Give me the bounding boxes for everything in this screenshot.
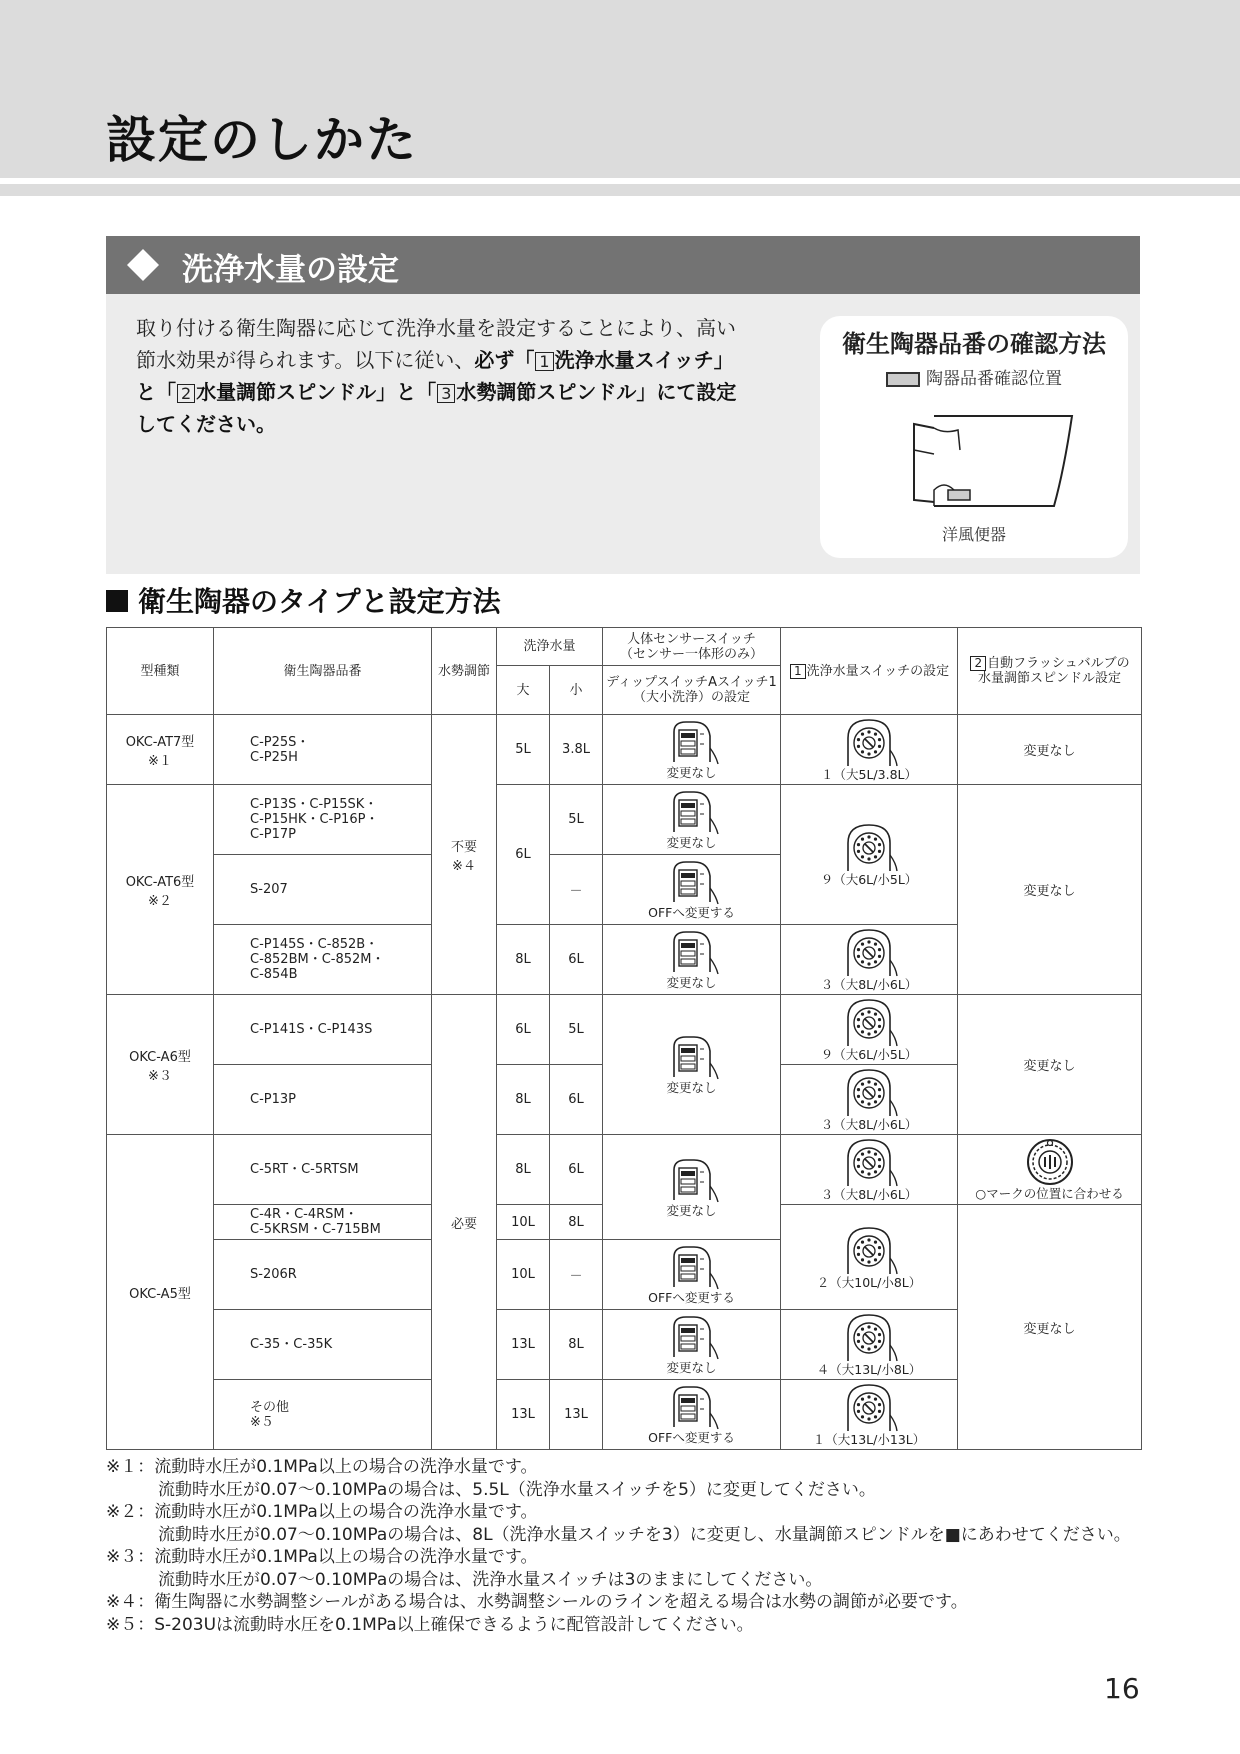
header-flush-volume: 洗浄水量 xyxy=(497,628,603,666)
header-valve-line2: 水量調節スピンドル設定 xyxy=(978,671,1122,686)
header-switch xyxy=(781,628,958,715)
dip-switch-icon xyxy=(664,1156,720,1204)
product-cell: C-P141S・C-P143S xyxy=(214,995,432,1065)
large-volume: 6L xyxy=(497,995,550,1065)
legend-marker-icon xyxy=(886,372,920,387)
toilet-illustration-icon xyxy=(904,410,1074,510)
model-note: ※１ xyxy=(148,753,172,769)
header-dip xyxy=(603,666,781,715)
product-line: ※５ xyxy=(250,1414,274,1430)
table-row xyxy=(107,995,1142,1065)
switch-cell xyxy=(781,1065,958,1135)
intro-line-3-c: 水勢調節スピンドル」にて設定 xyxy=(456,380,737,404)
valve-cell: 変更なし xyxy=(958,1205,1142,1450)
large-volume: 13L xyxy=(497,1380,550,1450)
pressure-cell: 必要 xyxy=(432,995,497,1450)
intro-text xyxy=(136,312,776,440)
dip-switch-icon xyxy=(664,858,720,906)
rotary-switch-icon xyxy=(840,1224,898,1276)
dip-caption: 変更なし xyxy=(666,975,717,990)
large-volume: 8L xyxy=(497,1065,550,1135)
switch-caption: ３（大8L/小6L） xyxy=(820,1187,918,1202)
intro-line-3-b: 水量調節スピンドル」と「 xyxy=(196,380,437,404)
product-cell xyxy=(214,715,432,785)
small-volume: － xyxy=(550,1240,603,1310)
product-line: その他 xyxy=(250,1399,290,1415)
header-sensor xyxy=(603,628,781,666)
product-line: C-852BM・C-852M・ xyxy=(250,952,385,967)
check-legend xyxy=(886,364,1062,389)
note-2: ※２：流動時水圧が0.1MPa以上の場合の洗浄水量です。 xyxy=(106,1502,538,1522)
dip-cell xyxy=(603,785,781,855)
number-box-1: 1 xyxy=(535,352,553,371)
valve-caption: ○マークの位置に合わせる xyxy=(975,1186,1124,1201)
header-switch-label: 洗浄水量スイッチの設定 xyxy=(806,663,950,679)
dip-caption: 変更なし xyxy=(666,1202,717,1218)
diamond-icon xyxy=(126,248,160,282)
note-4: ※４：衛生陶器に水勢調整シールがある場合は、水勢調整シールのラインを超える場合は水勢の調節が必要です。 xyxy=(106,1592,968,1612)
model-note: ※３ xyxy=(148,1068,172,1084)
dip-cell xyxy=(603,715,781,785)
toilet-label: 洋風便器 xyxy=(941,525,1006,544)
square-bullet-icon xyxy=(106,590,128,612)
rotary-switch-icon xyxy=(840,1311,898,1363)
product-cell: C-5RT・C-5RTSM xyxy=(214,1135,432,1205)
number-box-3: 3 xyxy=(437,384,455,403)
dip-cell xyxy=(603,1240,781,1310)
large-volume: 8L xyxy=(497,1135,550,1205)
dip-caption: 変更なし xyxy=(666,1360,717,1375)
notes xyxy=(106,1456,1166,1636)
dip-caption: 変更なし xyxy=(666,1080,717,1095)
product-line: C-4R・C-4RSM・ xyxy=(250,1207,358,1222)
switch-caption: ２（大10L/小8L） xyxy=(816,1274,922,1290)
check-method-box xyxy=(820,316,1128,558)
pressure-text: 不要 xyxy=(450,839,477,855)
product-line: C-P25S・ xyxy=(250,734,310,750)
intro-line-3 xyxy=(136,376,776,408)
product-cell: C-P13P xyxy=(214,1065,432,1135)
note-3-detail: 流動時水圧が0.07～0.10MPaの場合は、洗浄水量スイッチは3のままにしてください。 xyxy=(158,1569,823,1590)
dip-cell xyxy=(603,1380,781,1450)
rotary-switch-icon xyxy=(840,996,898,1048)
model-name: OKC-A6型 xyxy=(129,1049,191,1065)
note-5: ※５：S-203Uは流動時水圧を0.1MPa以上確保できるように配管設計してください。 xyxy=(106,1614,754,1635)
product-cell xyxy=(214,1380,432,1450)
product-line: C-854B xyxy=(250,967,298,982)
dip-switch-icon xyxy=(664,788,720,836)
pressure-note: ※４ xyxy=(452,858,476,874)
product-cell: S-207 xyxy=(214,855,432,925)
header-switch-num: 1 xyxy=(790,664,806,679)
section-title: 洗浄水量の設定 xyxy=(182,252,399,288)
spindle-icon xyxy=(1025,1137,1075,1187)
product-line: C-P145S・C-852B・ xyxy=(250,937,379,952)
valve-cell: 変更なし xyxy=(958,995,1142,1135)
header-valve-num: 2 xyxy=(970,656,986,671)
header-large: 大 xyxy=(497,666,550,715)
small-volume: 5L xyxy=(550,785,603,855)
switch-cell xyxy=(781,925,958,995)
small-volume: 5L xyxy=(550,995,603,1065)
model-cell: OKC-A5型 xyxy=(107,1135,214,1450)
note-3: ※３：流動時水圧が0.1MPa以上の場合の洗浄水量です。 xyxy=(106,1547,538,1567)
switch-cell xyxy=(781,715,958,785)
large-volume: 5L xyxy=(497,715,550,785)
switch-caption: ９（大6L/小5L） xyxy=(820,1047,918,1062)
product-cell xyxy=(214,1205,432,1240)
switch-caption: ３（大8L/小6L） xyxy=(820,977,918,992)
model-name: OKC-AT6型 xyxy=(125,874,195,890)
dip-cell xyxy=(603,1310,781,1380)
small-volume: － xyxy=(550,855,603,925)
header-small: 小 xyxy=(550,666,603,715)
dip-switch-icon xyxy=(664,1313,720,1361)
intro-line-1: 取り付ける衛生陶器に応じて洗浄水量を設定することにより、高い xyxy=(136,316,736,340)
rotary-switch-icon xyxy=(840,926,898,978)
valve-cell: 変更なし xyxy=(958,715,1142,785)
header-valve-line1-text: 自動フラッシュバルブの xyxy=(987,656,1130,671)
large-volume: 13L xyxy=(497,1310,550,1380)
switch-caption: １（大5L/3.8L） xyxy=(821,767,917,782)
product-line: C-P15HK・C-P16P・ xyxy=(250,812,379,827)
model-name: OKC-AT7型 xyxy=(125,734,195,750)
header-sensor-line2: （センサー一体形のみ） xyxy=(620,646,764,662)
dip-cell xyxy=(603,855,781,925)
header-model: 型種類 xyxy=(107,628,214,715)
dip-caption: OFFへ変更する xyxy=(648,1290,735,1305)
table-title xyxy=(106,580,501,620)
model-note: ※２ xyxy=(148,893,172,909)
model-cell xyxy=(107,995,214,1135)
large-volume: 8L xyxy=(497,925,550,995)
header-sensor-line1: 人体センサースイッチ xyxy=(627,631,756,647)
header-valve-line1 xyxy=(958,656,1141,671)
product-cell xyxy=(214,925,432,995)
table-title-text: 衛生陶器のタイプと設定方法 xyxy=(138,585,501,618)
switch-cell xyxy=(781,785,958,925)
dip-cell xyxy=(603,1135,781,1240)
small-volume: 8L xyxy=(550,1310,603,1380)
large-volume: 10L xyxy=(497,1205,550,1240)
switch-cell xyxy=(781,1205,958,1310)
table-row xyxy=(107,715,1142,785)
dip-caption: OFFへ変更する xyxy=(648,905,735,920)
small-volume: 13L xyxy=(550,1380,603,1450)
table-row xyxy=(107,1135,1142,1205)
product-cell: C-35・C-35K xyxy=(214,1310,432,1380)
rotary-switch-icon xyxy=(840,716,898,768)
large-volume: 10L xyxy=(497,1240,550,1310)
valve-cell xyxy=(958,1135,1142,1205)
rotary-switch-icon xyxy=(840,1136,898,1188)
dip-switch-icon xyxy=(664,1243,720,1291)
switch-caption: １（大13L/小13L） xyxy=(812,1432,926,1447)
valve-cell: 変更なし xyxy=(958,785,1142,995)
product-line: C-P17P xyxy=(250,827,296,842)
dip-cell xyxy=(603,925,781,995)
number-box-2: 2 xyxy=(177,384,195,403)
page-number: 16 xyxy=(1104,1672,1140,1705)
intro-line-2-bold-b: 洗浄水量スイッチ」 xyxy=(554,348,734,372)
dip-cell xyxy=(603,995,781,1135)
check-method-title: 衛生陶器品番の確認方法 xyxy=(842,330,1106,358)
dip-caption: 変更なし xyxy=(666,835,717,850)
header-product: 衛生陶器品番 xyxy=(214,628,432,715)
header-valve xyxy=(958,628,1142,715)
product-cell xyxy=(214,785,432,855)
header-dip-line1: ディップスイッチAスイッチ1 xyxy=(606,675,777,690)
intro-line-3-a: と「 xyxy=(136,380,176,404)
switch-cell xyxy=(781,1380,958,1450)
header-dip-line2: （大小洗浄）の設定 xyxy=(633,690,751,705)
intro-line-2-bold-a: 必ず「 xyxy=(474,348,535,372)
intro-line-2-plain: 節水効果が得られます。以下に従い、 xyxy=(136,348,475,372)
small-volume: 6L xyxy=(550,925,603,995)
legend-text: 陶器品番確認位置 xyxy=(926,369,1062,389)
dip-switch-icon xyxy=(664,718,720,766)
dip-switch-icon xyxy=(664,1383,720,1431)
intro-line-4-text: してください。 xyxy=(136,412,276,436)
switch-cell xyxy=(781,995,958,1065)
dip-caption: 変更なし xyxy=(666,765,717,780)
small-volume: 6L xyxy=(550,1065,603,1135)
small-volume: 6L xyxy=(550,1135,603,1205)
model-cell xyxy=(107,715,214,785)
product-line: C-P13S・C-P15SK・ xyxy=(250,797,378,812)
switch-caption: ９（大6L/小5L） xyxy=(820,872,918,887)
rotary-switch-icon xyxy=(840,821,898,873)
small-volume: 3.8L xyxy=(550,715,603,785)
note-1: ※１：流動時水圧が0.1MPa以上の場合の洗浄水量です。 xyxy=(106,1457,538,1477)
note-1-detail: 流動時水圧が0.07～0.10MPaの場合は、5.5L（洗浄水量スイッチを5）に変更してください。 xyxy=(158,1479,876,1500)
switch-caption: ４（大13L/小8L） xyxy=(816,1362,922,1377)
intro-line-2 xyxy=(136,344,776,376)
switch-cell xyxy=(781,1135,958,1205)
settings-table xyxy=(106,627,1142,1450)
header-pressure: 水勢調節 xyxy=(432,628,497,715)
pressure-cell xyxy=(432,715,497,995)
switch-cell xyxy=(781,1310,958,1380)
large-volume: 6L xyxy=(497,785,550,925)
note-2-detail: 流動時水圧が0.07～0.10MPaの場合は、8L（洗浄水量スイッチを3）に変更し、水量調節スピンドルを■にあわせてください。 xyxy=(158,1524,1131,1545)
table-row xyxy=(107,785,1142,855)
rotary-switch-icon xyxy=(840,1381,898,1433)
product-line: C-5KRSM・C-715BM xyxy=(250,1222,381,1237)
dip-switch-icon xyxy=(664,928,720,976)
product-cell: S-206R xyxy=(214,1240,432,1310)
model-cell xyxy=(107,785,214,995)
header-stripe xyxy=(0,184,1240,196)
dip-caption: OFFへ変更する xyxy=(648,1430,735,1445)
intro-line-4 xyxy=(136,408,776,440)
small-volume: 8L xyxy=(550,1205,603,1240)
dip-switch-icon xyxy=(664,1033,720,1081)
page-title: 設定のしかた xyxy=(106,111,418,169)
product-line: C-P25H xyxy=(250,749,298,765)
rotary-switch-icon xyxy=(840,1066,898,1118)
switch-caption: ３（大8L/小6L） xyxy=(820,1117,918,1132)
